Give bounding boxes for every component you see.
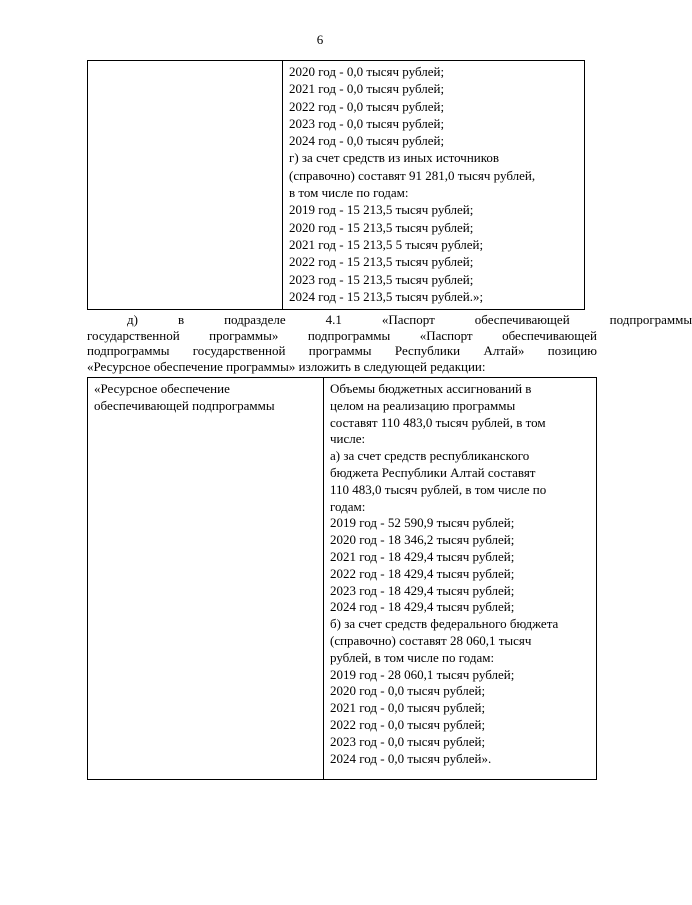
table-text-line: 2023 год - 15 213,5 тысяч рублей; — [289, 271, 474, 287]
table-text-line: 2021 год - 0,0 тысяч рублей; — [289, 81, 445, 97]
table-text-line: 2022 год - 0,0 тысяч рублей; — [330, 716, 486, 732]
table-text-line: 2024 год - 0,0 тысяч рублей; — [289, 133, 445, 149]
table-text-line: (справочно) составят 91 281,0 тысяч рублей, — [289, 167, 536, 183]
table-text-line: 2023 год - 0,0 тысяч рублей; — [289, 115, 445, 131]
table-text-line: 2021 год - 15 213,5 5 тысяч рублей; — [289, 236, 484, 252]
table-text-line: числе: — [330, 431, 366, 447]
table-text-line: 2021 год - 0,0 тысяч рублей; — [330, 700, 486, 716]
table-text-line: годам: — [330, 498, 366, 514]
table-text-line: (справочно) составят 28 060,1 тысяч — [330, 632, 532, 648]
continued-table-right-cell — [283, 61, 584, 309]
table-text-line: 2020 год - 15 213,5 тысяч рублей; — [289, 219, 474, 235]
paragraph-word: позицию — [547, 343, 597, 358]
continued-table-left-cell — [88, 61, 283, 309]
table-text-line: а) за счет средств республиканского — [330, 448, 530, 464]
paragraph-line — [87, 328, 597, 344]
table-text-line: обеспечивающей подпрограммы — [94, 397, 275, 413]
table-text-line: 2019 год - 28 060,1 тысяч рублей; — [330, 666, 515, 682]
table-text-line: 2019 год - 15 213,5 тысяч рублей; — [289, 202, 474, 218]
table-text-line: б) за счет средств федерального бюджета — [330, 616, 559, 632]
table-text-line: 2023 год - 18 429,4 тысяч рублей; — [330, 582, 515, 598]
page-number: 6 — [316, 32, 324, 47]
table-text-line: 2024 год - 15 213,5 тысяч рублей.»; — [289, 288, 484, 304]
paragraph-word: в — [177, 312, 185, 327]
paragraph-word: государственной — [192, 343, 286, 358]
table-text-line: целом на реализацию программы — [330, 397, 516, 413]
paragraph-word: программы» — [209, 327, 279, 343]
table-text-line: 2024 год - 0,0 тысяч рублей». — [330, 750, 492, 766]
paragraph-word: обеспечивающей — [474, 312, 570, 327]
table-text-line: 2024 год - 18 429,4 тысяч рублей; — [330, 599, 515, 615]
paragraph-word: Алтай» — [483, 343, 525, 358]
table-text-line: 2020 год - 0,0 тысяч рублей; — [330, 683, 486, 699]
amendment-paragraph — [87, 312, 692, 374]
resource-table-right-cell — [324, 378, 596, 779]
table-text-line: Объемы бюджетных ассигнований в — [330, 381, 532, 396]
table-text-line: 2020 год - 0,0 тысяч рублей; — [289, 64, 445, 79]
table-text-line: 2022 год - 18 429,4 тысяч рублей; — [330, 565, 515, 581]
continued-table — [87, 60, 585, 310]
table-text-line: «Ресурсное обеспечение — [94, 381, 230, 396]
paragraph-word: подпрограммы — [87, 343, 170, 358]
paragraph-line: «Ресурсное обеспечение программы» изложить в следующей редакции: — [87, 358, 486, 374]
paragraph-word: обеспечивающей — [502, 327, 597, 343]
paragraph-word: «Паспорт — [381, 312, 435, 327]
table-text-line: 2019 год - 52 590,9 тысяч рублей; — [330, 515, 515, 531]
paragraph-word: д) — [127, 312, 138, 327]
table-text-line: г) за счет средств из иных источников — [289, 150, 500, 166]
table-text-line: 2021 год - 18 429,4 тысяч рублей; — [330, 548, 515, 564]
paragraph-word: подпрограммы — [609, 312, 692, 327]
paragraph-word: подпрограммы — [307, 327, 391, 343]
paragraph-word: программы — [308, 343, 372, 358]
table-text-line: 2022 год - 0,0 тысяч рублей; — [289, 98, 445, 114]
resource-table-left-cell — [88, 378, 324, 779]
table-text-line: бюджета Республики Алтай составят — [330, 464, 536, 480]
table-text-line: 2023 год - 0,0 тысяч рублей; — [330, 733, 486, 749]
paragraph-word: 4.1 — [325, 312, 342, 327]
paragraph-word: Республики — [394, 343, 461, 358]
paragraph-word: подразделе — [224, 312, 286, 327]
table-text-line: в том числе по годам: — [289, 185, 409, 201]
paragraph-line — [87, 343, 597, 359]
paragraph-word: государственной — [87, 327, 180, 343]
table-text-line: 2020 год - 18 346,2 тысяч рублей; — [330, 532, 515, 548]
table-text-line: рублей, в том числе по годам: — [330, 649, 495, 665]
table-text-line: 2022 год - 15 213,5 тысяч рублей; — [289, 254, 474, 270]
paragraph-word: «Паспорт — [419, 327, 473, 343]
table-text-line: составят 110 483,0 тысяч рублей, в том — [330, 414, 546, 430]
resource-table — [87, 377, 597, 780]
table-text-line: 110 483,0 тысяч рублей, в том числе по — [330, 481, 547, 497]
paragraph-line — [87, 312, 692, 328]
